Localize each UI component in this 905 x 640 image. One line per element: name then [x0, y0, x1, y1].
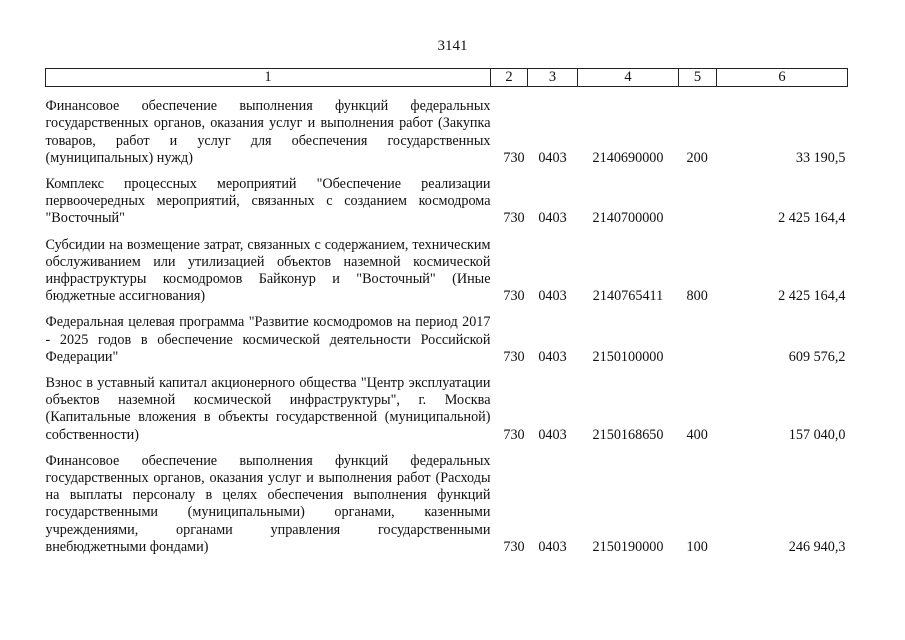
row-expense-type: [679, 305, 717, 366]
row-amount: 246 940,3: [788, 538, 846, 555]
row-expense-type: 400: [686, 426, 708, 443]
row-amount: 2 425 164,4: [778, 210, 846, 227]
row-expense-type: 200: [686, 149, 708, 166]
page-number: 3141: [437, 38, 468, 54]
row-target-code: 2150190000: [592, 538, 664, 555]
column-header-5: 5: [679, 69, 717, 87]
row-name: Финансовое обеспечение выполнения функций федеральных государственных органов, оказания услуг и выполнения работ (Закупка товаров, работ и услуг для обеспечения государственных (муниципальных) нужд): [45, 98, 491, 166]
row-target-code: 2150168650: [592, 426, 664, 443]
row-name: Комплекс процессных мероприятий "Обеспечение реализации первоочередных мероприятий, связанных с созданием космодрома "Восточный": [45, 176, 491, 227]
table-row: [46, 444, 848, 556]
row-expense-type: 100: [686, 538, 708, 555]
row-section-code: 0403: [538, 348, 567, 365]
table-row: [46, 366, 848, 444]
column-header-4: 4: [578, 69, 679, 87]
table-row: [46, 167, 848, 228]
row-amount: 609 576,2: [788, 348, 846, 365]
row-ministry-code: 730: [503, 288, 525, 305]
row-amount: 2 425 164,4: [778, 288, 846, 305]
row-target-code: 2140765411: [592, 288, 664, 305]
row-section-code: 0403: [538, 538, 567, 555]
row-target-code: 2140690000: [592, 149, 664, 166]
row-ministry-code: 730: [503, 426, 525, 443]
table-row: [46, 228, 848, 306]
row-ministry-code: 730: [503, 149, 525, 166]
table-row: [46, 305, 848, 366]
row-section-code: 0403: [538, 426, 567, 443]
row-target-code: 2150100000: [592, 348, 664, 365]
row-name: Субсидии на возмещение затрат, связанных с содержанием, техническим обслуживанием или утилизацией объектов наземной космической инфраструктуры космодромов Байконур и "Восточный" (Иные бюджетные ассигнования): [45, 236, 491, 305]
row-name: Федеральная целевая программа "Развитие космодромов на период 2017 - 2025 годов в обеспечение космической деятельности Российской Федерации": [45, 314, 491, 365]
table-header-row: [46, 69, 848, 87]
column-header-6: 6: [717, 69, 848, 87]
row-amount: 33 190,5: [795, 149, 846, 166]
row-section-code: 0403: [538, 210, 567, 227]
column-header-3: 3: [528, 69, 578, 87]
column-header-2: 2: [491, 69, 528, 87]
row-target-code: 2140700000: [592, 210, 664, 227]
row-name: Финансовое обеспечение выполнения функций федеральных государственных органов, оказания услуг и выполнения работ (Расходы на выплаты персоналу в целях обеспечения выполнения функций государственными (муниципальными) органами, казенными учреждениями, органами управления государственными внебюджетными фондами): [45, 452, 491, 555]
row-ministry-code: 730: [503, 210, 525, 227]
row-name: Взнос в уставный капитал акционерного общества "Центр эксплуатации объектов наземной космической инфраструктуры", г. Москва (Капитальные вложения в объекты государственной (муниципальной) собственности): [45, 375, 491, 443]
row-section-code: 0403: [538, 149, 567, 166]
column-header-1: 1: [46, 69, 491, 87]
table-row: [46, 87, 848, 167]
budget-table: [45, 68, 848, 556]
row-amount: 157 040,0: [788, 426, 846, 443]
row-expense-type: [679, 167, 717, 228]
row-ministry-code: 730: [503, 348, 525, 365]
row-expense-type: 800: [686, 288, 708, 305]
row-section-code: 0403: [538, 288, 567, 305]
row-ministry-code: 730: [503, 538, 525, 555]
